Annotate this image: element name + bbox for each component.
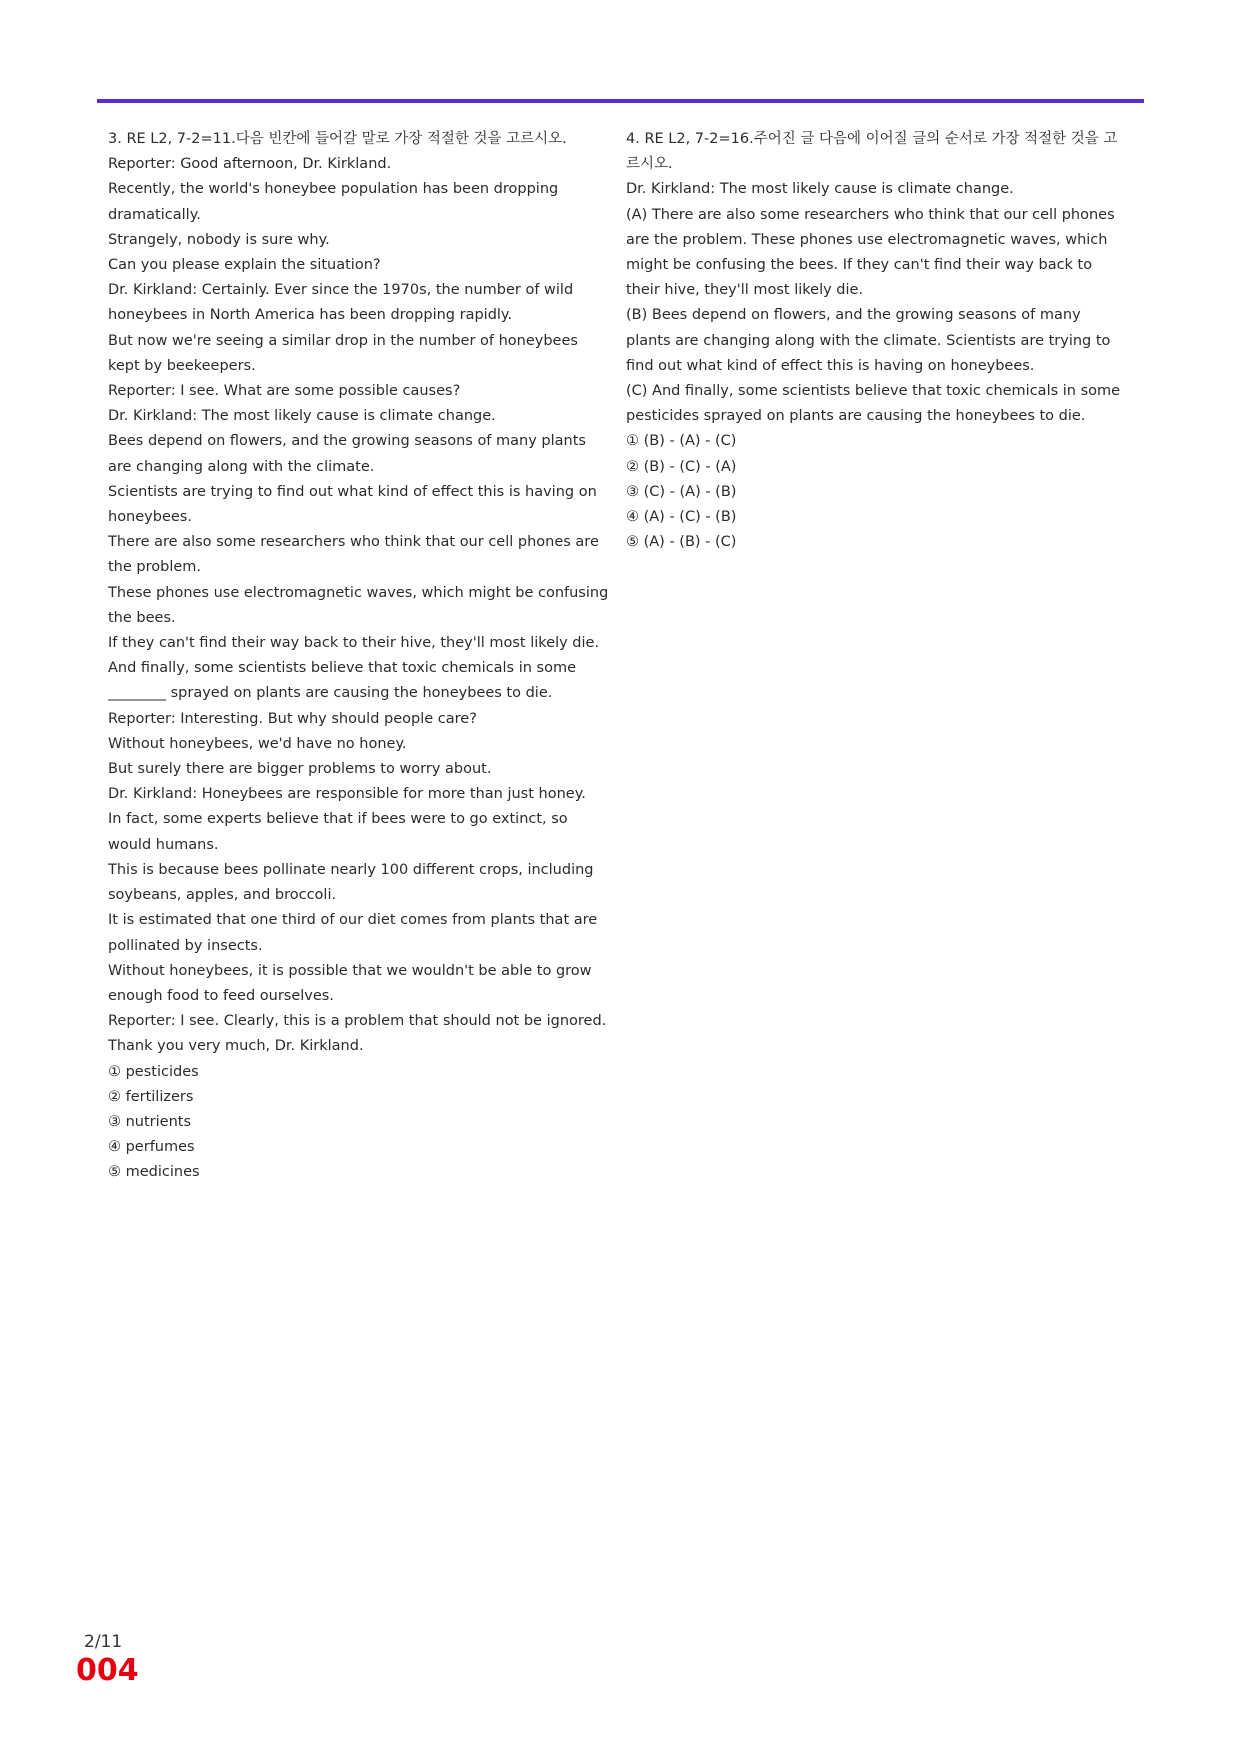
answer-choice-3[interactable]: ③ (C) - (A) - (B) [626,483,737,500]
answer-choice-1[interactable]: ① (B) - (A) - (C) [626,433,737,450]
passage-line-with-blank: And finally, some scientists believe that toxic chemicals in some ________ sprayed on plants are causing the honeybees to die. [108,660,577,702]
paragraph-c: (C) And finally, some scientists believe that toxic chemicals in some pesticides sprayed on plants are causing the honeybees to die. [626,383,1121,425]
passage-line: Recently, the world's honeybee population has been dropping dramatically. [108,181,559,223]
passage-line: In fact, some experts believe that if bees were to go extinct, so would humans. [108,811,568,853]
passage-line: Without honeybees, it is possible that we wouldn't be able to grow enough food to feed ourselves. [108,962,592,1004]
passage-line: Bees depend on flowers, and the growing seasons of many plants are changing along with the climate. [108,433,586,475]
answer-choice-5[interactable]: ⑤ medicines [108,1164,200,1181]
passage-line: Reporter: Interesting. But why should people care? [108,710,477,727]
passage-line: Dr. Kirkland: Certainly. Ever since the 1970s, the number of wild honeybees in North America has been dropping rapidly. [108,282,574,324]
passage-line: It is estimated that one third of our diet comes from plants that are pollinated by insects. [108,912,598,954]
paragraph-b: (B) Bees depend on flowers, and the growing seasons of many plants are changing along with the climate. Scientists are trying to find out what kind of effect this is having on honeybees. [626,307,1111,374]
passage-line: Scientists are trying to find out what kind of effect this is having on honeybees. [108,483,597,526]
passage-line: Without honeybees, we'd have no honey. [108,735,407,752]
answer-choice-4[interactable]: ④ (A) - (C) - (B) [626,509,737,526]
given-sentence: Dr. Kirkland: The most likely cause is climate change. [626,181,1014,198]
passage-line: If they can't find their way back to their hive, they'll most likely die. [108,635,600,652]
question-3-column [108,127,610,1186]
passage-line: Can you please explain the situation? [108,257,381,274]
question-3-title: 3. RE L2, 7-2=11.다음 빈칸에 들어갈 말로 가장 적절한 것을 고르시오. [108,131,567,147]
passage-line: There are also some researchers who think that our cell phones are the problem. [108,534,599,576]
answer-choice-1[interactable]: ① pesticides [108,1063,199,1080]
question-4-title: 4. RE L2, 7-2=16.주어진 글 다음에 이어질 글의 순서로 가장 적절한 것을 고르시오. [626,131,1118,173]
answer-choice-2[interactable]: ② fertilizers [108,1088,194,1105]
passage-line: Reporter: Good afternoon, Dr. Kirkland. [108,156,392,173]
top-divider [97,99,1144,103]
passage-line: But now we're seeing a similar drop in the number of honeybees kept by beekeepers. [108,332,578,374]
passage-line: These phones use electromagnetic waves, which might be confusing the bees. [108,584,609,626]
passage-line: Strangely, nobody is sure why. [108,231,330,248]
page-number: 2/11 [84,1632,123,1652]
passage-line: Reporter: I see. Clearly, this is a problem that should not be ignored. [108,1013,607,1030]
answer-choice-4[interactable]: ④ perfumes [108,1139,195,1156]
passage-line: But surely there are bigger problems to worry about. [108,761,492,778]
answer-choice-3[interactable]: ③ nutrients [108,1113,192,1130]
passage-line: Dr. Kirkland: Honeybees are responsible for more than just honey. [108,786,586,803]
passage-line: This is because bees pollinate nearly 100 different crops, including soybeans, apples, and broccoli. [108,861,594,904]
answer-choice-2[interactable]: ② (B) - (C) - (A) [626,458,737,475]
page-code: 004 [76,1653,139,1688]
question-4-column [626,127,1128,555]
answer-choice-5[interactable]: ⑤ (A) - (B) - (C) [626,534,737,551]
passage-line: Reporter: I see. What are some possible causes? [108,383,461,400]
passage-line: Dr. Kirkland: The most likely cause is climate change. [108,408,496,425]
paragraph-a: (A) There are also some researchers who think that our cell phones are the problem. These phones use electromagnetic waves, which might be confusing the bees. If they can't find their way back to their hive, they'll most likely die. [626,206,1115,299]
passage-line: Thank you very much, Dr. Kirkland. [108,1038,364,1055]
